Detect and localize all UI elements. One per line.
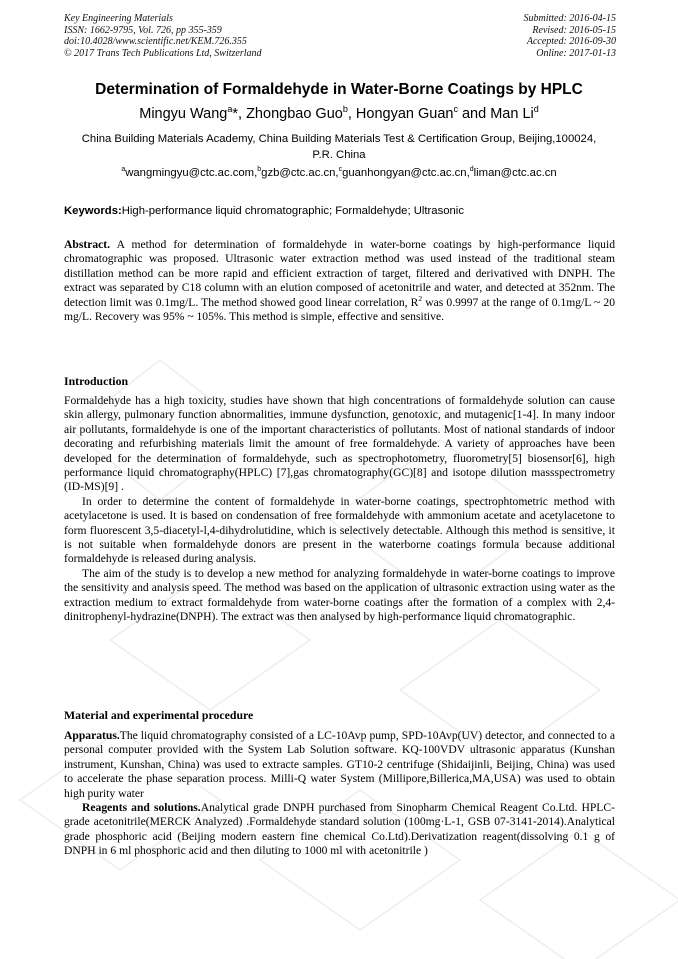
abstract: Abstract. A method for determination of formaldehyde in water-borne coatings by high-performance liquid chromatographic was proposed. Ultrasonic water extraction method was used instead of the traditional steam distillation method can be more rapid and efficient extraction of target, filtered and derivatived with DNPH. The extract was separated by C18 column with an elution composed of acetonitrile and water, and detected at 352nm. The detection limit was 0.1mg/L. The method showed good linear correlation, $R^2$ was 0.9997 at the range of 0.1mg/L ~ 20 mg/L. Recovery was 95% ~ 105%. This method is simple, effective and sensitive. (64, 238, 616, 324)
paragraph: Formaldehyde has a high toxicity, studies have shown that high concentrations of formaldehyde solution can cause skin allergy, pulmonary function abnormalities, immune dysfunction, genotoxic, and mutagenic[1-4]. In many indoor air pollutants, formaldehyde is one of the important characteristics of pollutants. Most of national standards of indoor decorating and refurbishing materials limit the amount of free formaldehyde. A variety of approaches have been developed for the determination of formaldehyde, such as spectrophotometry, fluorometry[5] biosensor[6], high performance liquid chromatography(HPLC) [7],gas chromatography(GC)[8] and isotope dilution massspectrometry (ID-MS)[9] . (64, 394, 615, 494)
revised-date: Revised: 2016-05-15 (532, 24, 616, 36)
abstract-label: Abstract. (64, 238, 111, 251)
author-name: Zhongbao Guo (246, 105, 343, 122)
author-list: Mingyu Wang$^a$*, Zhongbao Guo$^b$, Hongyan Guan$^c$ and Man Li$^d$ (139, 104, 539, 122)
email-link[interactable]: gzb@ctc.ac.cn, (261, 166, 339, 179)
keywords-text: High-performance liquid chromatographic; Formaldehyde; Ultrasonic (121, 205, 464, 217)
affiliation: China Building Materials Academy, China Building Materials Test & Certification Group, Beijing,100024, P.R. China (81, 133, 597, 161)
email-list: $^a$wangmingyu@ctc.ac.com,$^b$gzb@ctc.ac.cn,$^c$guanhongyan@ctc.ac.cn,$^d$liman@ctc.ac.cn (121, 166, 557, 179)
author-name: Man Li (490, 105, 534, 122)
keywords-line (64, 205, 464, 217)
submitted-date: Submitted: 2016-04-15 (523, 13, 616, 24)
paper-title: Determination of Formaldehyde in Water-Borne Coatings by HPLC (95, 81, 583, 98)
author-name: Hongyan Guan (355, 105, 454, 122)
paragraph: The aim of the study is to develop a new method for analyzing formaldehyde in water-borne coatings to improve the sensitivity and analysis speed. The method was based on the application of ultrasonic extraction using water as the extraction medium to extract formaldehyde from water-borne coatings after the formation of a complex with 2,4-dinitrophenyl-hydrazine(DNPH). The extract was then analysed by high-performance liquid chromatographic. (64, 566, 615, 624)
online-date: Online: 2017-01-13 (536, 47, 616, 59)
keywords-label: Keywords: (64, 205, 122, 217)
introduction-body (64, 394, 615, 625)
reagents-label: Reagents and solutions. (82, 801, 201, 815)
apparatus-label: Apparatus. (64, 729, 120, 742)
email-link[interactable]: wangmingyu@ctc.ac.com, (125, 166, 258, 179)
email-link[interactable]: liman@ctc.ac.cn (473, 166, 557, 179)
materials-body (64, 729, 615, 859)
introduction-heading: Introduction (64, 374, 129, 388)
doi-link[interactable]: doi:10.4028/www.scientific.net/KEM.726.355 (64, 36, 247, 47)
materials-heading: Material and experimental procedure (64, 708, 254, 722)
paragraph: Apparatus.The liquid chromatography consisted of a LC-10Avp pump, SPD-10Avp(UV) detector, and connected to a personal computer provided with the System Lab Solution software. KQ-100VDV ultrasonic apparatus (Kunshan instrument, Kunshan, China) was used to extracte samples. GT10-2 centrifuge (Shidaijinli, Beijing, China) was used to accelerate the phase separation process. Milli-Q water System (Millipore,Billerica,MA,USA) was used to obtain high purity water (64, 729, 615, 800)
dates-header (524, 13, 617, 59)
author-name: Mingyu Wang (139, 105, 228, 122)
accepted-date: Accepted: 2016-09-30 (526, 36, 616, 47)
paragraph: Reagents and solutions.Analytical grade DNPH purchased from Sinopharm Chemical Reagent Co.Ltd. HPLC-grade acetonitrile(MERCK Analyzed) .Formaldehyde standard solution (100mg·L-1, GSB 07-3141-2014).Analytical grade phosphoric acid (Beijing modern eastern fine chemical Co.Ltd).Derivatization reagent(dissolving 0.1 g of DNPH in 6 ml phosphoric acid and then diluting to 1000 ml with acetonitrile ) (64, 801, 615, 858)
issn: ISSN: 1662-9795, Vol. 726, pp 355-359 (64, 24, 222, 36)
email-link[interactable]: guanhongyan@ctc.ac.cn, (342, 166, 470, 179)
paragraph: In order to determine the content of formaldehyde in water-borne coatings, spectrophtometric method with acetylacetone is used. It is based on condensation of free formaldehyde with ammonium acetate and acetylacetone to form fluorescent 3,5-diacetyl-l,4-dihydrolutidine, which is selectively detectable. Although this method is sensitive, it is not suitable when formaldehyde donors are present in the waterborne coatings formula because additional formaldehyde is released during analysis. (64, 494, 615, 566)
copyright: © 2017 Trans Tech Publications Ltd, Switzerland (64, 47, 262, 59)
journal-name: Key Engineering Materials (64, 13, 173, 24)
journal-header (64, 13, 262, 59)
